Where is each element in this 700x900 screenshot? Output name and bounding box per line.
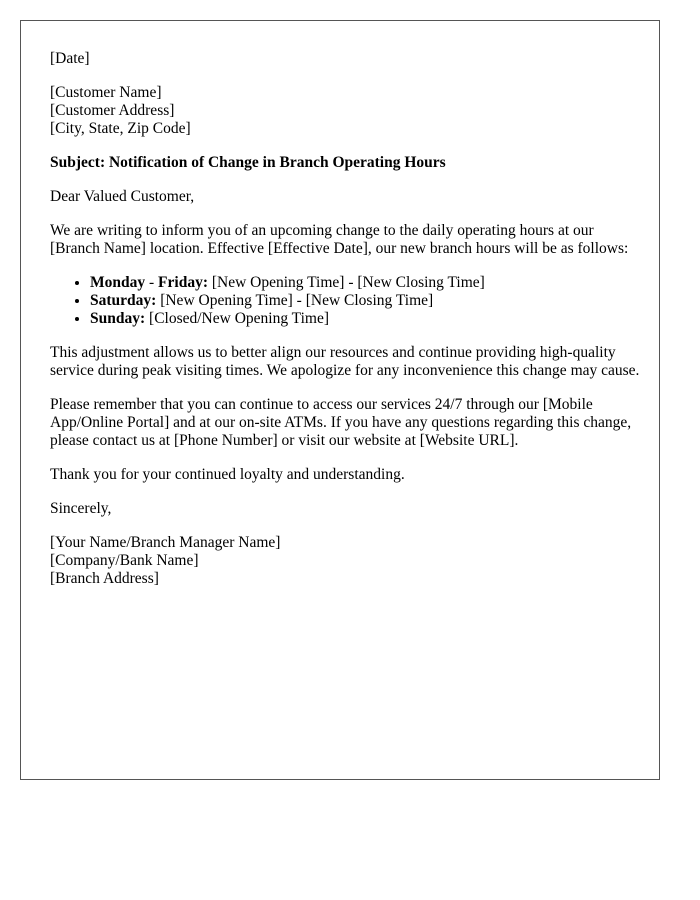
closing: Sincerely, — [50, 500, 112, 517]
signature-company: [Company/Bank Name] — [50, 552, 199, 569]
salutation: Dear Valued Customer, — [50, 188, 195, 205]
hours-value: [New Opening Time] - [New Closing Time] — [207, 274, 485, 291]
hours-list — [50, 274, 640, 328]
hours-day-label: Saturday: — [90, 292, 157, 309]
letter-body — [50, 50, 640, 604]
hours-day-label: Monday — [90, 274, 146, 291]
adjustment-paragraph: This adjustment allows us to better align our resources and continue providing high-quality service during peak visiting times. We apologize for any inconvenience this change may cause. — [50, 344, 640, 379]
signature-block — [50, 534, 640, 588]
hours-value: [Closed/New Opening Time] — [145, 310, 329, 327]
intro-paragraph: We are writing to inform you of an upcoming change to the daily operating hours at our [Branch Name] location. Effective [Effective Date], our new branch hours will be as follows: — [50, 222, 629, 257]
recipient-city-state-zip: [City, State, Zip Code] — [50, 120, 191, 137]
signature-name: [Your Name/Branch Manager Name] — [50, 534, 281, 551]
subject-line: Subject: Notification of Change in Branch Operating Hours — [50, 154, 446, 171]
hours-value: [New Opening Time] - [New Closing Time] — [156, 292, 434, 309]
recipient-address: [Customer Address] — [50, 102, 175, 119]
hours-item-saturday — [90, 292, 640, 310]
hours-day-label-end: Friday: — [158, 274, 208, 291]
hours-day-label: Sunday: — [90, 310, 146, 327]
recipient-name: [Customer Name] — [50, 84, 162, 101]
letter-date: [Date] — [50, 50, 90, 67]
hours-item-sunday — [90, 310, 640, 328]
recipient-block — [50, 84, 640, 138]
hours-item-weekdays — [90, 274, 640, 292]
signature-address: [Branch Address] — [50, 570, 159, 587]
services-paragraph: Please remember that you can continue to access our services 24/7 through our [Mobile App/Online Portal] and at our on-site ATMs. If you have any questions regarding this change, please contact us at [Phone Number] or visit our website at [Website URL]. — [50, 396, 632, 449]
letter-page — [20, 20, 660, 780]
thanks-paragraph: Thank you for your continued loyalty and understanding. — [50, 466, 405, 483]
hours-day-separator: - — [145, 274, 159, 291]
